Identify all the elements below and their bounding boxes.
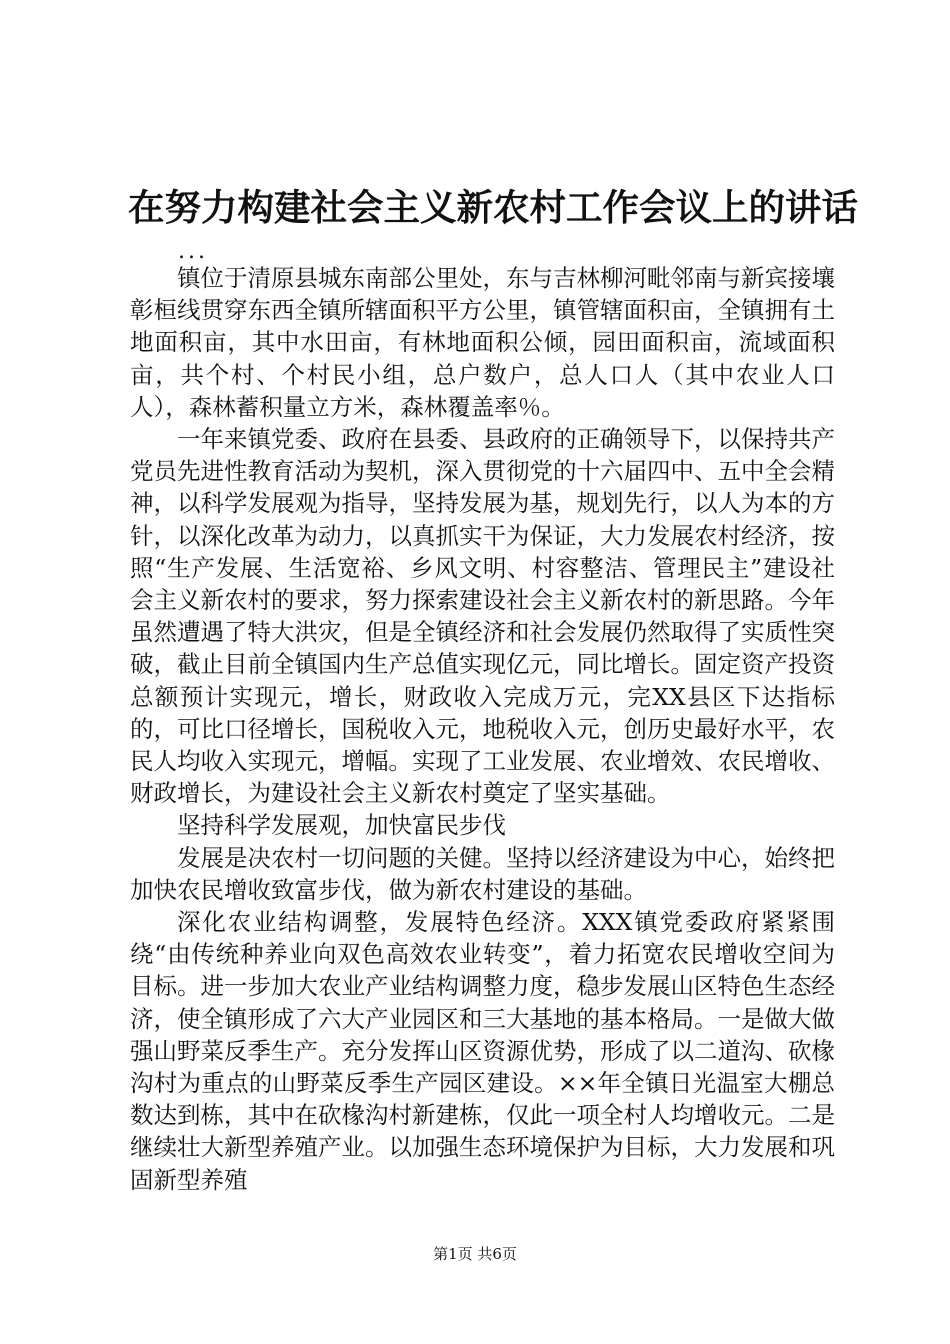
document-subtitle: ... — [178, 239, 208, 264]
paragraph-2: 一年来镇党委、政府在县委、县政府的正确领导下，以保持共产党员先进性教育活动为契机，深入贯彻党的十六届四中、五中全会精神，以科学发展观为指导，坚持发展为基，规划先行，以人为本的方针，以深化改革为动力，以真抓实干为保证，大力发展农村经济，按照“生产发展、生活宽裕、乡风文明、村容整洁、管理民主”建设社会主义新农村的要求，努力探索建设社会主义新农村的新思路。今年虽然遭遇了特大洪灾，但是全镇经济和社会发展仍然取得了实质性突破，截止目前全镇国内生产总值实现亿元，同比增长。固定资产投资总额预计实现元，增长，财政收入完成万元，完XX县区下达指标的，可比口径增长，国税收入元，地税收入元，创历史最好水平，农民人均收入实现元，增幅。实现了工业发展、农业增效、农民增收、财政增长，为建设社会主义新农村奠定了坚实基础。 — [130, 425, 835, 808]
paragraph-4: 发展是决农村一切问题的关健。坚持以经济建设为中心，始终把加快农民增收致富步伐，做为新农村建设的基础。 — [130, 843, 835, 904]
paragraph-3-heading: 坚持科学发展观，加快富民步伐 — [177, 811, 506, 840]
document-body — [130, 262, 835, 1196]
page-footer: 第1页 共6页 — [433, 1245, 517, 1263]
document-title: 在努力构建社会主义新农村工作会议上的讲话 — [128, 186, 858, 229]
paragraph-5: 深化农业结构调整，发展特色经济。XXX镇党委政府紧紧围绕“由传统种养业向双色高效农业转变”，着力拓宽农民增收空间为目标。进一步加大农业产业结构调整力度，稳步发展山区特色生态经济，使全镇形成了六大产业园区和三大基地的基本格局。一是做大做强山野菜反季生产。充分发挥山区资源优势，形成了以二道沟、砍椽沟村为重点的山野菜反季生产园区建设。××年全镇日光温室大棚总数达到栋，其中在砍椽沟村新建栋，仅此一项全村人均增收元。二是继续壮大新型养殖产业。以加强生态环境保护为目标，大力发展和巩固新型养殖 — [130, 908, 835, 1194]
paragraph-1: 镇位于清原县城东南部公里处，东与吉林柳河毗邻南与新宾接壤彰桓线贯穿东西全镇所辖面积平方公里，镇管辖面积亩，全镇拥有土地面积亩，其中水田亩，有林地面积公倾，园田面积亩，流域面积亩，共个村、个村民小组，总户数户，总人口人（其中农业人口人），森林蓄积量立方米，森林覆盖率％。 — [130, 264, 835, 421]
